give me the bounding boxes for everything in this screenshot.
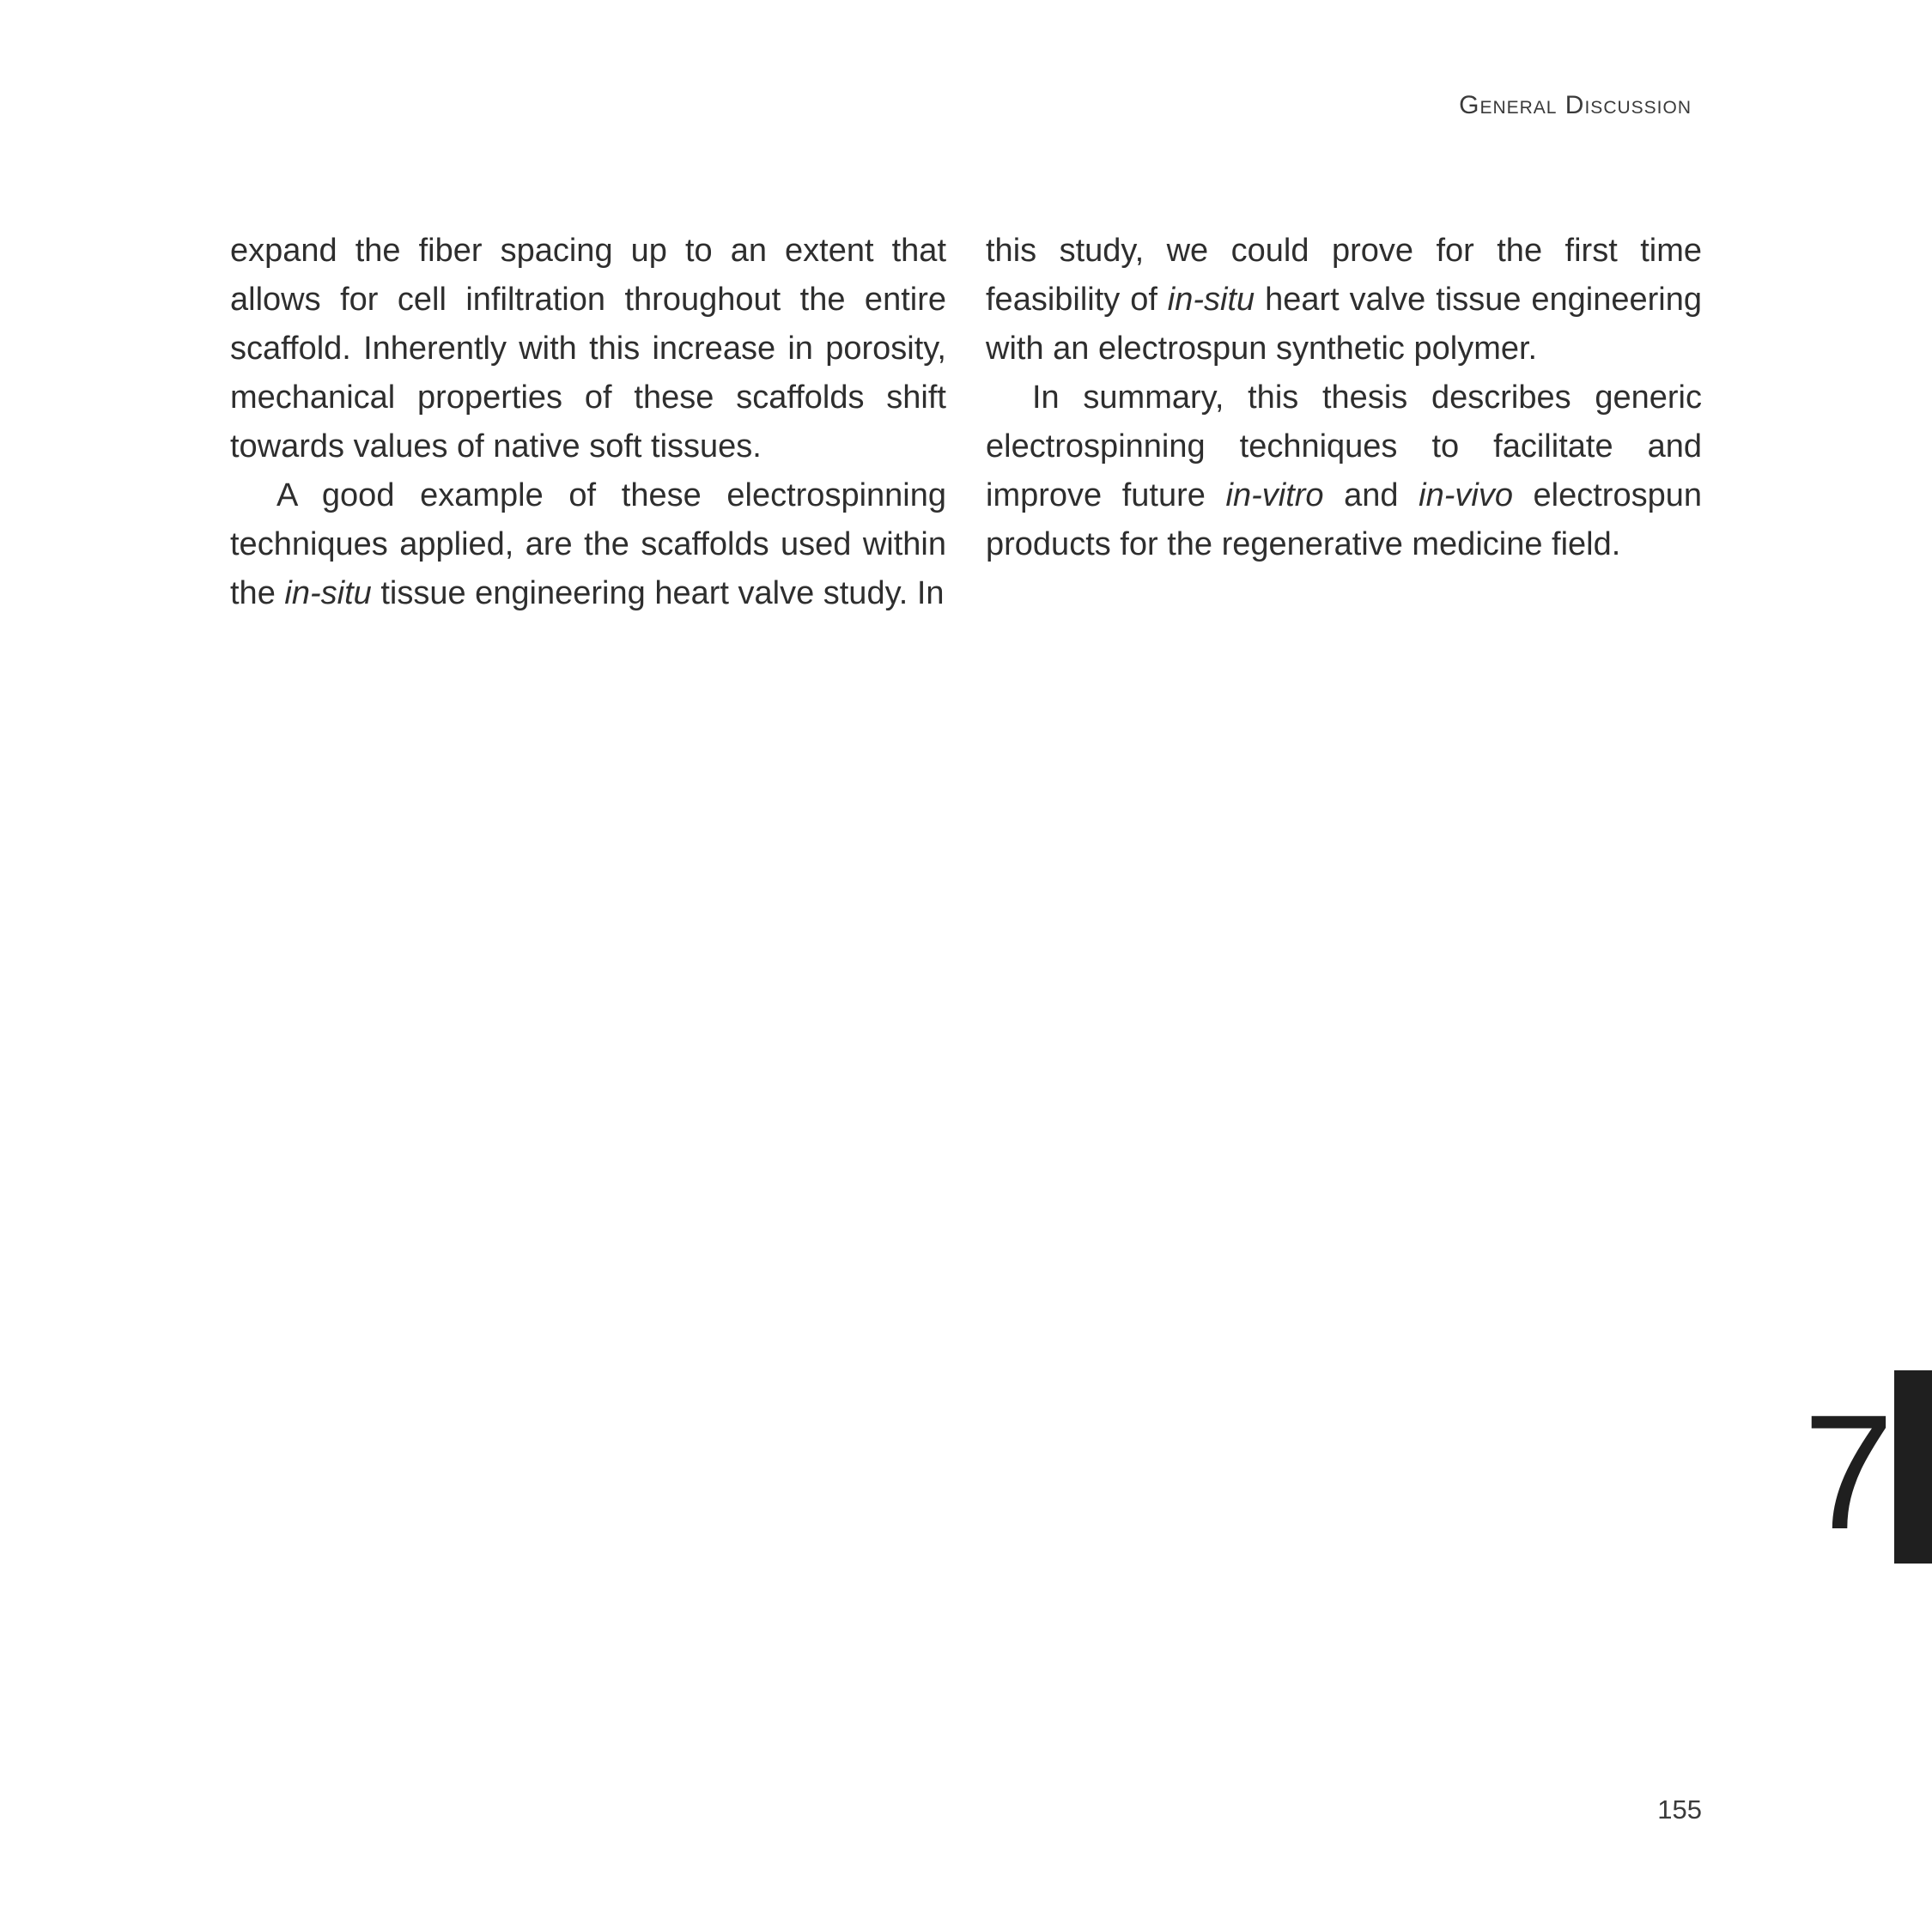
italic-term: in-vivo <box>1419 477 1513 513</box>
paragraph-text: expand the fiber spacing up to an extent that allows for cell infiltration throughout the entire scaffold. Inherently with this increase in porosity, mechanical properties of these scaffolds shift towards values of native soft tissues. <box>230 233 946 465</box>
chapter-number: 7 <box>1803 1381 1894 1564</box>
running-header: General Discussion <box>1459 91 1692 119</box>
italic-term: in-situ <box>284 575 372 611</box>
paragraph-text: electrospun products for the regenerative medicine field. <box>986 477 1702 562</box>
paragraph-text: this study, we could prove for the first time feasibility of <box>986 233 1702 318</box>
paragraph-text: heart valve tissue engineering with an electrospun synthetic polymer. <box>986 282 1702 367</box>
paragraph-text: A good example of these electrospinning techniques applied, are the scaffolds used within the <box>230 477 946 611</box>
paragraph-text: tissue engineering heart valve study. In <box>371 575 945 611</box>
paragraph <box>230 471 946 618</box>
paragraph-text: and <box>1323 477 1419 513</box>
page-number: 155 <box>1657 1794 1702 1825</box>
paragraph-text: In summary, this thesis describes generic electrospinning techniques to facilitate and improve future <box>986 380 1702 513</box>
right-column <box>986 227 1702 569</box>
italic-term: in-vitro <box>1225 477 1324 513</box>
italic-term: in-situ <box>1167 282 1255 318</box>
left-column <box>230 227 946 618</box>
chapter-tab-marker <box>1894 1370 1932 1564</box>
paragraph <box>986 227 1702 373</box>
paragraph <box>986 373 1702 569</box>
paragraph <box>230 227 946 471</box>
